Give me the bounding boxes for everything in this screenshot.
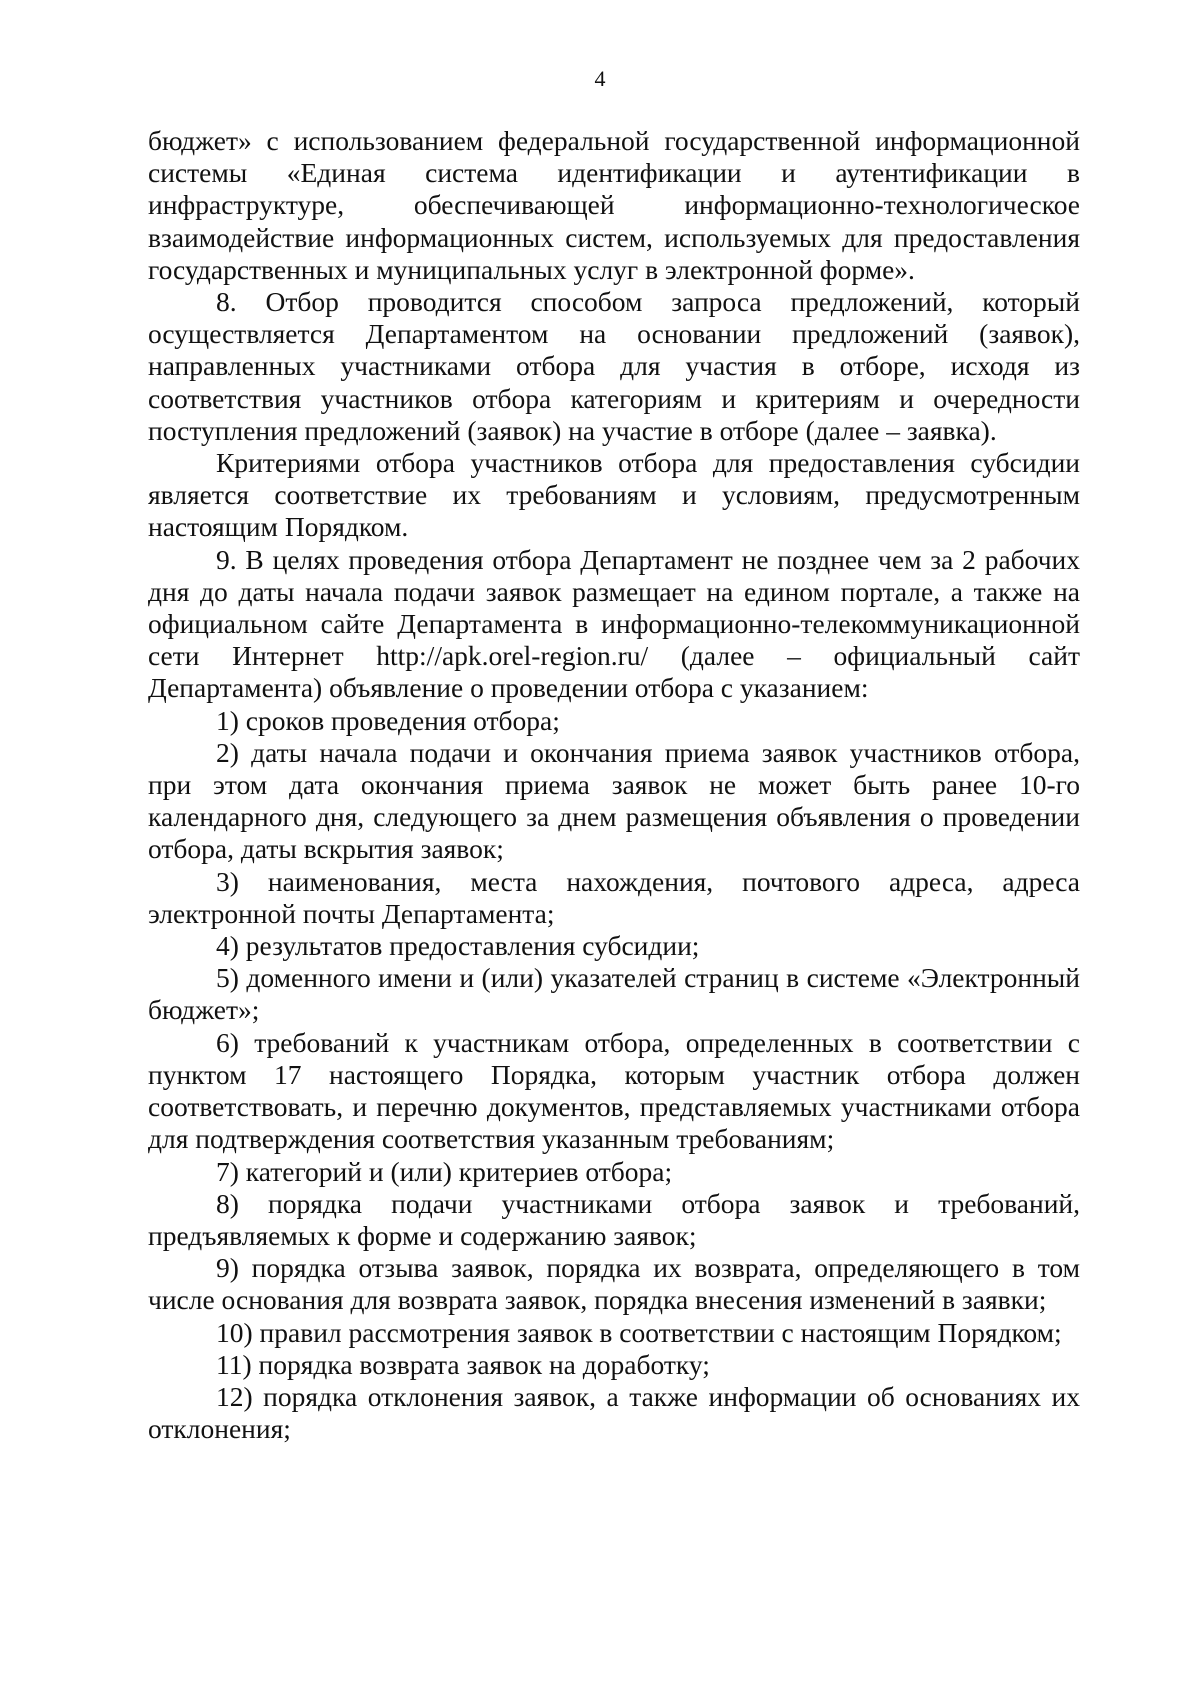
document-body <box>148 125 1080 1445</box>
list-item-6: 6) требований к участникам отбора, определенных в соответствии с пунктом 17 настоящего Порядка, которым участник отбора должен соответствовать, и перечню документов, представляемых участниками отбора для подтверждения соответствия указанным требованиям; <box>148 1026 1080 1155</box>
list-item-1: 1) сроков проведения отбора; <box>216 704 560 736</box>
list-item-7: 7) категорий и (или) критериев отбора; <box>216 1155 673 1187</box>
list-item-4: 4) результатов предоставления субсидии; <box>216 930 700 962</box>
list-item-5: 5) доменного имени и (или) указателей страниц в системе «Электронный бюджет»; <box>148 962 1080 1026</box>
page-number: 4 <box>594 66 606 91</box>
list-item-2: 2) даты начала подачи и окончания приема заявок участников отбора, при этом дата окончания приема заявок не может быть ранее 10-го календарного дня, следующего за днем размещения объявления о проведении отбора, даты вскрытия заявок; <box>148 736 1080 865</box>
paragraph-criteria: Критериями отбора участников отбора для предоставления субсидии является соответствие их требованиям и условиям, предусмотренным настоящим Порядком. <box>148 447 1080 543</box>
list-item-11: 11) порядка возврата заявок на доработку; <box>216 1348 710 1380</box>
list-item-12: 12) порядка отклонения заявок, а также информации об основаниях их отклонения; <box>148 1380 1080 1445</box>
paragraph-continuation: бюджет» с использованием федеральной государственной информационной системы «Единая система идентификации и аутентификации в инфраструктуре, обеспечивающей информационно-технологическое взаимодействие информационных систем, используемых для предоставления государственных и муниципальных услуг в электронной форме». <box>148 125 1080 285</box>
list-item-10: 10) правил рассмотрения заявок в соответствии с настоящим Порядком; <box>216 1316 1062 1348</box>
paragraph-item-8: 8. Отбор проводится способом запроса предложений, который осуществляется Департаментом на основании предложений (заявок), направленных участниками отбора для участия в отборе, исходя из соответствия участников отбора категориям и критериям и очередности поступления предложений (заявок) на участие в отборе (далее – заявка). <box>148 286 1080 446</box>
paragraph-item-9: 9. В целях проведения отбора Департамент не позднее чем за 2 рабочих дня до даты начала подачи заявок размещает на едином портале, а также на официальном сайте Департамента в информационно-телекоммуникационной сети Интернет http://apk.orel-region.ru/ (далее – официальный сайт Департамента) объявление о проведении отбора с указанием: <box>148 543 1080 704</box>
list-item-8: 8) порядка подачи участниками отбора заявок и требований, предъявляемых к форме и содержанию заявок; <box>148 1187 1080 1251</box>
list-item-9: 9) порядка отзыва заявок, порядка их возврата, определяющего в том числе основания для возврата заявок, порядка внесения изменений в заявки; <box>148 1252 1080 1316</box>
list-item-3: 3) наименования, места нахождения, почтового адреса, адреса электронной почты Департамента; <box>148 865 1080 929</box>
